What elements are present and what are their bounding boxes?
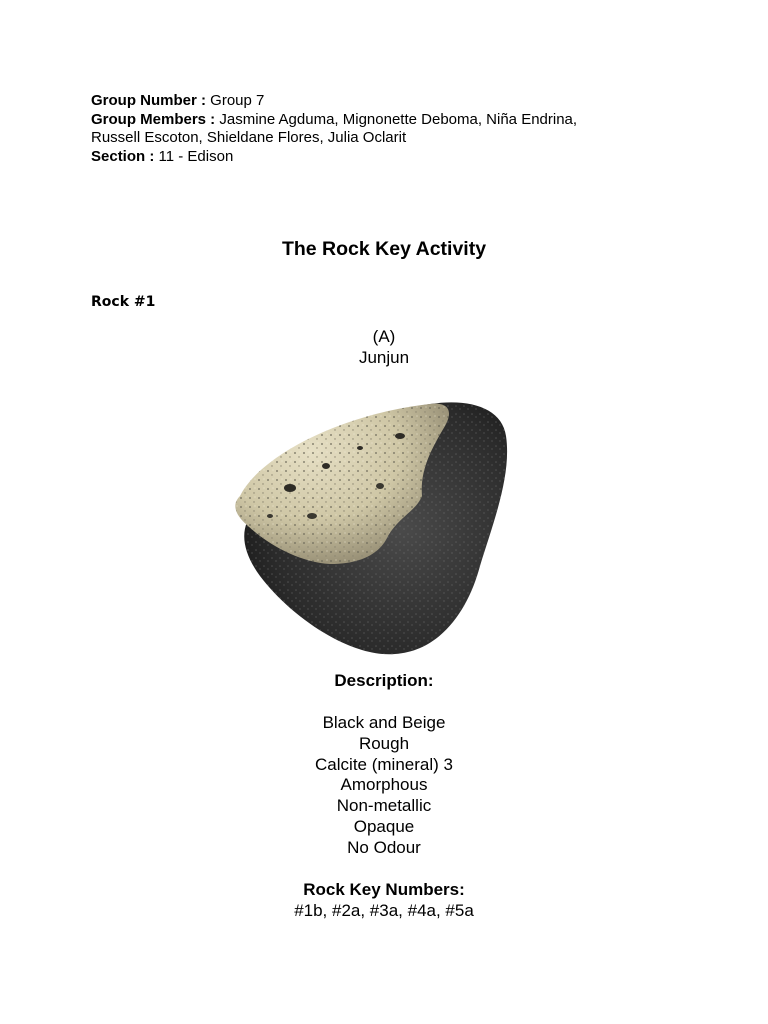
specimen-name: Junjun bbox=[358, 348, 410, 367]
group-info bbox=[91, 92, 651, 166]
group-members-line bbox=[91, 111, 651, 130]
description-item: Non-metallic bbox=[336, 796, 432, 816]
key-numbers-heading: Rock Key Numbers: bbox=[303, 880, 465, 899]
page-title: The Rock Key Activity bbox=[281, 238, 487, 260]
description-heading: Description: bbox=[334, 671, 434, 690]
group-number-value: Group 7 bbox=[210, 92, 265, 109]
rock-image bbox=[230, 396, 510, 658]
specimen-id bbox=[0, 326, 768, 368]
section-label: Section : bbox=[91, 147, 155, 165]
key-numbers-value: #1b, #2a, #3a, #4a, #5a bbox=[294, 901, 474, 920]
section-line bbox=[91, 148, 651, 167]
description-item: Calcite (mineral) 3 bbox=[315, 754, 453, 774]
description-item: Rough bbox=[358, 733, 410, 753]
group-members-value-1: Jasmine Agduma, Mignonette Deboma, Niña Endrina, bbox=[219, 110, 578, 128]
description-item: Amorphous bbox=[340, 775, 428, 795]
group-number-label: Group Number : bbox=[91, 92, 206, 109]
rock-number-label: Rock #1 bbox=[91, 294, 156, 310]
description-item: Opaque bbox=[353, 816, 415, 836]
description-item: No Odour bbox=[347, 837, 421, 857]
group-members-label: Group Members : bbox=[91, 110, 216, 128]
specimen-letter: (A) bbox=[372, 327, 396, 346]
description-item: Black and Beige bbox=[322, 713, 446, 732]
description-list bbox=[0, 712, 768, 858]
section-value: 11 - Edison bbox=[158, 147, 234, 165]
group-members-value-2: Russell Escoton, Shieldane Flores, Julia Oclarit bbox=[91, 129, 407, 146]
group-number-line bbox=[91, 92, 651, 111]
